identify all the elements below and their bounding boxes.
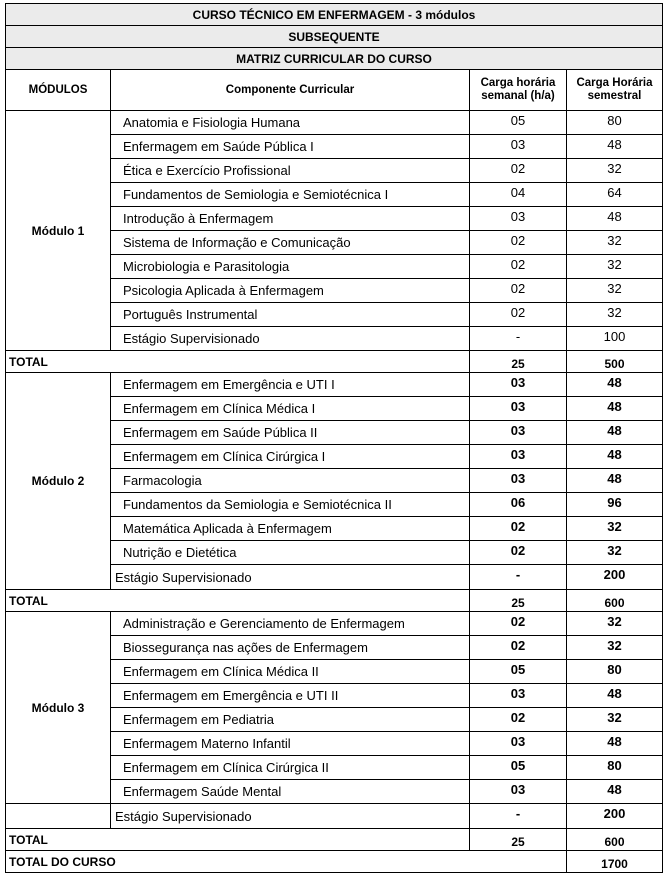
weekly-hours: 05 <box>470 660 567 684</box>
component-name: Enfermagem em Clínica Cirúrgica I <box>111 445 470 469</box>
component-name: Enfermagem em Pediatria <box>111 708 470 732</box>
component-name: Sistema de Informação e Comunicação <box>111 231 470 255</box>
semester-hours: 100 <box>567 327 663 351</box>
weekly-hours: 06 <box>470 493 567 517</box>
component-name: Matemática Aplicada à Enfermagem <box>111 517 470 541</box>
component-name: Enfermagem Materno Infantil <box>111 732 470 756</box>
module-total-label: TOTAL <box>6 590 470 612</box>
column-header-modules: MÓDULOS <box>6 70 111 111</box>
component-name: Nutrição e Dietética <box>111 541 470 565</box>
component-name: Enfermagem em Clínica Médica I <box>111 397 470 421</box>
semester-hours: 32 <box>567 279 663 303</box>
weekly-hours: 03 <box>470 397 567 421</box>
component-name: Estágio Supervisionado <box>111 804 470 829</box>
module-total-weekly: 25 <box>470 351 567 373</box>
module-total-semester: 600 <box>567 829 663 851</box>
weekly-hours: 03 <box>470 780 567 804</box>
component-name: Farmacologia <box>111 469 470 493</box>
component-name: Português Instrumental <box>111 303 470 327</box>
weekly-hours: 05 <box>470 756 567 780</box>
weekly-hours: 02 <box>470 636 567 660</box>
module-label: Módulo 1 <box>6 111 111 351</box>
weekly-hours: 02 <box>470 541 567 565</box>
weekly-hours: - <box>470 565 567 590</box>
weekly-hours: 03 <box>470 469 567 493</box>
semester-hours: 32 <box>567 612 663 636</box>
semester-hours: 48 <box>567 469 663 493</box>
module-total-label: TOTAL <box>6 351 470 373</box>
semester-hours: 200 <box>567 804 663 829</box>
weekly-hours: 02 <box>470 159 567 183</box>
component-name: Enfermagem em Clínica Médica II <box>111 660 470 684</box>
semester-hours: 48 <box>567 421 663 445</box>
module-total-semester: 600 <box>567 590 663 612</box>
component-name: Enfermagem em Saúde Pública I <box>111 135 470 159</box>
component-name: Estágio Supervisionado <box>111 565 470 590</box>
component-name: Introdução à Enfermagem <box>111 207 470 231</box>
module-total-weekly: 25 <box>470 829 567 851</box>
weekly-hours: 03 <box>470 684 567 708</box>
column-header-weekly-hours: Carga horária semanal (h/a) <box>470 70 567 111</box>
weekly-hours: 03 <box>470 421 567 445</box>
semester-hours: 80 <box>567 756 663 780</box>
weekly-hours: 02 <box>470 255 567 279</box>
module-total-semester: 500 <box>567 351 663 373</box>
semester-hours: 80 <box>567 660 663 684</box>
semester-hours: 32 <box>567 636 663 660</box>
semester-hours: 200 <box>567 565 663 590</box>
weekly-hours: 02 <box>470 612 567 636</box>
course-total-label: TOTAL DO CURSO <box>6 851 567 873</box>
semester-hours: 48 <box>567 373 663 397</box>
component-name: Administração e Gerenciamento de Enfermagem <box>111 612 470 636</box>
weekly-hours: 04 <box>470 183 567 207</box>
semester-hours: 32 <box>567 541 663 565</box>
semester-hours: 64 <box>567 183 663 207</box>
component-name: Enfermagem em Emergência e UTI I <box>111 373 470 397</box>
semester-hours: 80 <box>567 111 663 135</box>
course-title: CURSO TÉCNICO EM ENFERMAGEM - 3 módulos <box>6 4 663 26</box>
semester-hours: 32 <box>567 159 663 183</box>
module-total-weekly: 25 <box>470 590 567 612</box>
weekly-hours: 02 <box>470 231 567 255</box>
weekly-hours: 03 <box>470 732 567 756</box>
weekly-hours: - <box>470 804 567 829</box>
weekly-hours: - <box>470 327 567 351</box>
component-name: Microbiologia e Parasitologia <box>111 255 470 279</box>
module-label: Módulo 3 <box>6 612 111 804</box>
component-name: Psicologia Aplicada à Enfermagem <box>111 279 470 303</box>
module-label: Módulo 2 <box>6 373 111 590</box>
semester-hours: 32 <box>567 303 663 327</box>
column-header-component: Componente Curricular <box>111 70 470 111</box>
semester-hours: 48 <box>567 445 663 469</box>
weekly-hours: 03 <box>470 207 567 231</box>
semester-hours: 32 <box>567 517 663 541</box>
component-name: Enfermagem em Emergência e UTI II <box>111 684 470 708</box>
semester-hours: 48 <box>567 207 663 231</box>
component-name: Enfermagem em Saúde Pública II <box>111 421 470 445</box>
semester-hours: 48 <box>567 135 663 159</box>
component-name: Ética e Exercício Profissional <box>111 159 470 183</box>
weekly-hours: 02 <box>470 708 567 732</box>
weekly-hours: 02 <box>470 517 567 541</box>
component-name: Biossegurança nas ações de Enfermagem <box>111 636 470 660</box>
semester-hours: 48 <box>567 684 663 708</box>
course-modality: SUBSEQUENTE <box>6 26 663 48</box>
semester-hours: 48 <box>567 732 663 756</box>
weekly-hours: 05 <box>470 111 567 135</box>
semester-hours: 32 <box>567 231 663 255</box>
component-name: Estágio Supervisionado <box>111 327 470 351</box>
matrix-title: MATRIZ CURRICULAR DO CURSO <box>6 48 663 70</box>
component-name: Fundamentos da Semiologia e Semiotécnica II <box>111 493 470 517</box>
semester-hours: 48 <box>567 397 663 421</box>
column-header-semester-hours: Carga Horária semestral <box>567 70 663 111</box>
module-total-label: TOTAL <box>6 829 470 851</box>
empty-module-cell <box>6 804 111 829</box>
component-name: Anatomia e Fisiologia Humana <box>111 111 470 135</box>
weekly-hours: 03 <box>470 373 567 397</box>
weekly-hours: 02 <box>470 303 567 327</box>
semester-hours: 32 <box>567 708 663 732</box>
semester-hours: 32 <box>567 255 663 279</box>
weekly-hours: 03 <box>470 445 567 469</box>
component-name: Fundamentos de Semiologia e Semiotécnica I <box>111 183 470 207</box>
semester-hours: 96 <box>567 493 663 517</box>
component-name: Enfermagem Saúde Mental <box>111 780 470 804</box>
weekly-hours: 03 <box>470 135 567 159</box>
curriculum-table <box>5 3 663 873</box>
component-name: Enfermagem em Clínica Cirúrgica II <box>111 756 470 780</box>
course-total-semester: 1700 <box>567 851 663 873</box>
weekly-hours: 02 <box>470 279 567 303</box>
semester-hours: 48 <box>567 780 663 804</box>
